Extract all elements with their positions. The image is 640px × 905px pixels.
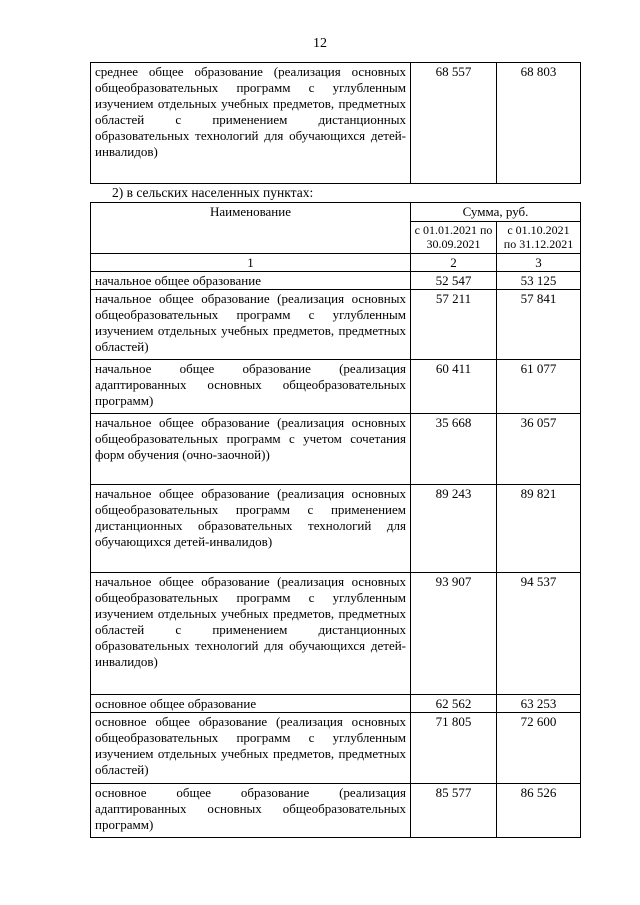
row-name: начальное общее образование (реализация основных общеобразовательных программ с применением дистанционных образовательных технологий для обучающихся детей-инвалидов) (91, 485, 411, 573)
section-label: 2) в сельских населенных пунктах: (112, 185, 314, 200)
row-value-period2: 57 841 (497, 290, 581, 360)
row-name: основное общее образование (91, 695, 411, 713)
row-name: начальное общее образование (реализация адаптированных основных общеобразовательных программ) (91, 360, 411, 414)
table-row (91, 272, 581, 290)
table-row (91, 713, 581, 784)
row-value-period1: 89 243 (411, 485, 497, 573)
rural-costs-table (90, 202, 581, 838)
row-value-period1: 52 547 (411, 272, 497, 290)
continued-table (90, 62, 581, 184)
row-value-period2: 61 077 (497, 360, 581, 414)
table-row (91, 360, 581, 414)
header-row (91, 203, 581, 222)
header-period1: с 01.01.2021 по 30.09.2021 (411, 222, 497, 254)
header-sum: Сумма, руб. (411, 203, 581, 222)
row-name: начальное общее образование (реализация основных общеобразовательных программ с углубленным изучением отдельных учебных предметов, предметных областей с применением дистанционных образовательных технологий для обучающихся детей-инвалидов) (91, 573, 411, 695)
table-row (91, 290, 581, 360)
row-value-period2: 68 803 (497, 63, 581, 184)
row-value-period2: 72 600 (497, 713, 581, 784)
column-number-2: 2 (411, 254, 497, 272)
table-row (91, 414, 581, 485)
row-value-period2: 63 253 (497, 695, 581, 713)
header-period2: с 01.10.2021 по 31.12.2021 (497, 222, 581, 254)
row-value-period1: 57 211 (411, 290, 497, 360)
column-numbers-row (91, 254, 581, 272)
row-value-period1: 35 668 (411, 414, 497, 485)
row-name: основное общее образование (реализация адаптированных основных общеобразовательных программ) (91, 784, 411, 838)
row-name: основное общее образование (реализация основных общеобразовательных программ с углубленным изучением отдельных учебных предметов, предметных областей) (91, 713, 411, 784)
row-name: начальное общее образование (91, 272, 411, 290)
page-number: 12 (313, 36, 327, 51)
row-value-period1: 71 805 (411, 713, 497, 784)
row-value-period1: 62 562 (411, 695, 497, 713)
table-row (91, 63, 581, 184)
table-row (91, 485, 581, 573)
table-row (91, 784, 581, 838)
row-name: начальное общее образование (реализация основных общеобразовательных программ с углубленным изучением отдельных учебных предметов, предметных областей) (91, 290, 411, 360)
row-value-period2: 94 537 (497, 573, 581, 695)
column-number-1: 1 (91, 254, 411, 272)
row-name: среднее общее образование (реализация основных общеобразовательных программ с углубленным изучением отдельных учебных предметов, предметных областей с применением дистанционных образовательных технологий для обучающихся детей-инвалидов) (91, 63, 411, 184)
row-name: начальное общее образование (реализация основных общеобразовательных программ с учетом сочетания форм обучения (очно-заочной)) (91, 414, 411, 485)
row-value-period1: 60 411 (411, 360, 497, 414)
row-value-period1: 68 557 (411, 63, 497, 184)
row-value-period1: 93 907 (411, 573, 497, 695)
table-row (91, 695, 581, 713)
column-number-3: 3 (497, 254, 581, 272)
row-value-period2: 89 821 (497, 485, 581, 573)
header-name: Наименование (91, 203, 411, 254)
row-value-period2: 36 057 (497, 414, 581, 485)
row-value-period2: 53 125 (497, 272, 581, 290)
row-value-period2: 86 526 (497, 784, 581, 838)
table-row (91, 573, 581, 695)
row-value-period1: 85 577 (411, 784, 497, 838)
